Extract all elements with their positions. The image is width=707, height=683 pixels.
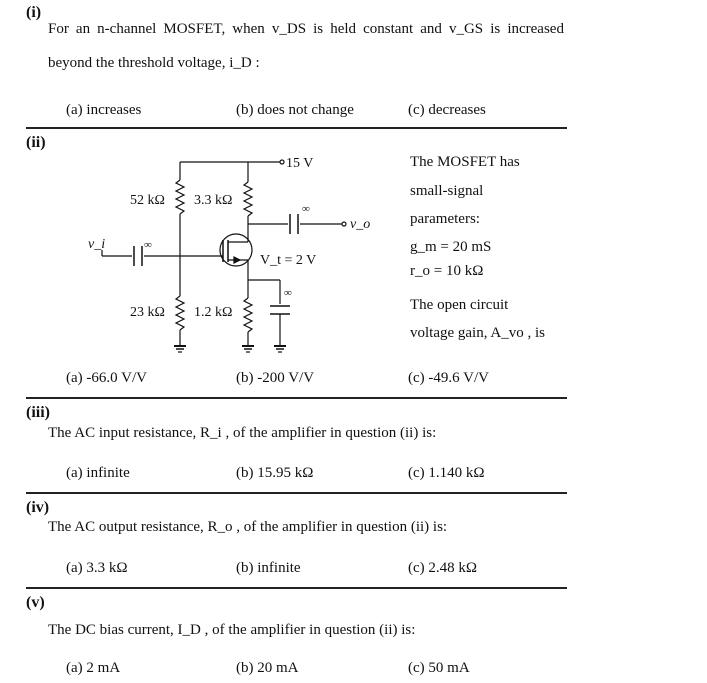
side-text-6: The open circuit	[410, 297, 509, 313]
question-1-text-line-1	[48, 21, 564, 38]
question-1-word: n-channel	[97, 21, 157, 37]
input-voltage-label: v_i	[88, 237, 106, 252]
threshold-voltage-label: V_t = 2 V	[260, 253, 317, 268]
question-2-option-a[interactable]: (a) -66.0 V/V	[66, 370, 147, 386]
divider	[26, 587, 567, 589]
question-2-option-b[interactable]: (b) -200 V/V	[236, 370, 315, 386]
vdd-label: 15 V	[286, 156, 314, 171]
question-1-word: v_DS	[271, 21, 307, 37]
question-3-option-a[interactable]: (a) infinite	[66, 465, 130, 481]
question-4-text: The AC output resistance, R_o , of the amplifier in question (ii) is:	[48, 519, 448, 535]
question-5-text: The DC bias current, I_D , of the amplifier in question (ii) is:	[48, 622, 416, 638]
divider	[26, 492, 567, 494]
question-1-word: held	[330, 21, 357, 37]
bypass-cap-infinity: ∞	[284, 287, 292, 299]
question-1-word: constant	[363, 21, 414, 37]
question-1-text-line-2: beyond the threshold voltage, i_D :	[48, 55, 260, 71]
question-4-option-b[interactable]: (b) infinite	[236, 560, 301, 576]
question-1-word: v_GS	[448, 21, 484, 37]
side-text-3: parameters:	[410, 211, 480, 227]
question-4-option-a[interactable]: (a) 3.3 kΩ	[66, 560, 128, 576]
question-1-word: For	[48, 21, 69, 37]
question-1-option-b[interactable]: (b) does not change	[236, 102, 354, 118]
question-2-number: (ii)	[26, 134, 46, 151]
r-drain-label: 3.3 kΩ	[194, 193, 233, 208]
question-1-word: MOSFET,	[163, 21, 226, 37]
side-text-ro: r_o = 10 kΩ	[410, 263, 484, 279]
question-4-number: (iv)	[26, 499, 50, 516]
question-1-word: increased	[507, 21, 564, 37]
question-1-number: (i)	[26, 4, 42, 21]
question-1-option-a[interactable]: (a) increases	[66, 102, 142, 118]
input-cap-infinity: ∞	[144, 239, 152, 251]
question-5-option-a[interactable]: (a) 2 mA	[66, 660, 121, 676]
question-5-number: (v)	[26, 594, 45, 611]
r-bottom-gate-label: 23 kΩ	[130, 305, 165, 320]
question-3-option-c[interactable]: (c) 1.140 kΩ	[408, 465, 485, 481]
question-3-text: The AC input resistance, R_i , of the amplifier in question (ii) is:	[48, 425, 437, 441]
side-text-2: small-signal	[410, 183, 484, 199]
question-4-option-c[interactable]: (c) 2.48 kΩ	[408, 560, 478, 576]
side-text-1: The MOSFET has	[410, 154, 520, 170]
output-cap-infinity: ∞	[302, 203, 310, 215]
divider	[26, 397, 567, 399]
question-5-option-b[interactable]: (b) 20 mA	[236, 660, 299, 676]
question-3-number: (iii)	[26, 404, 50, 421]
question-1-option-c[interactable]: (c) decreases	[408, 102, 486, 118]
question-1-word: an	[75, 21, 91, 37]
question-3-option-b[interactable]: (b) 15.95 kΩ	[236, 465, 314, 481]
r-top-gate-label: 52 kΩ	[130, 193, 165, 208]
r-source-label: 1.2 kΩ	[194, 305, 233, 320]
question-1-word: is	[313, 21, 324, 37]
side-text-gm: g_m = 20 mS	[410, 239, 492, 255]
question-1-word: and	[420, 21, 442, 37]
question-5-option-c[interactable]: (c) 50 mA	[408, 660, 470, 676]
mosfet-amplifier-circuit	[80, 150, 400, 360]
divider	[26, 127, 567, 129]
side-text-7: voltage gain, A_vo , is	[410, 325, 545, 341]
question-1-word: is	[490, 21, 501, 37]
output-voltage-label: v_o	[350, 217, 371, 232]
question-1-word: when	[232, 21, 265, 37]
question-2-option-c[interactable]: (c) -49.6 V/V	[408, 370, 489, 386]
